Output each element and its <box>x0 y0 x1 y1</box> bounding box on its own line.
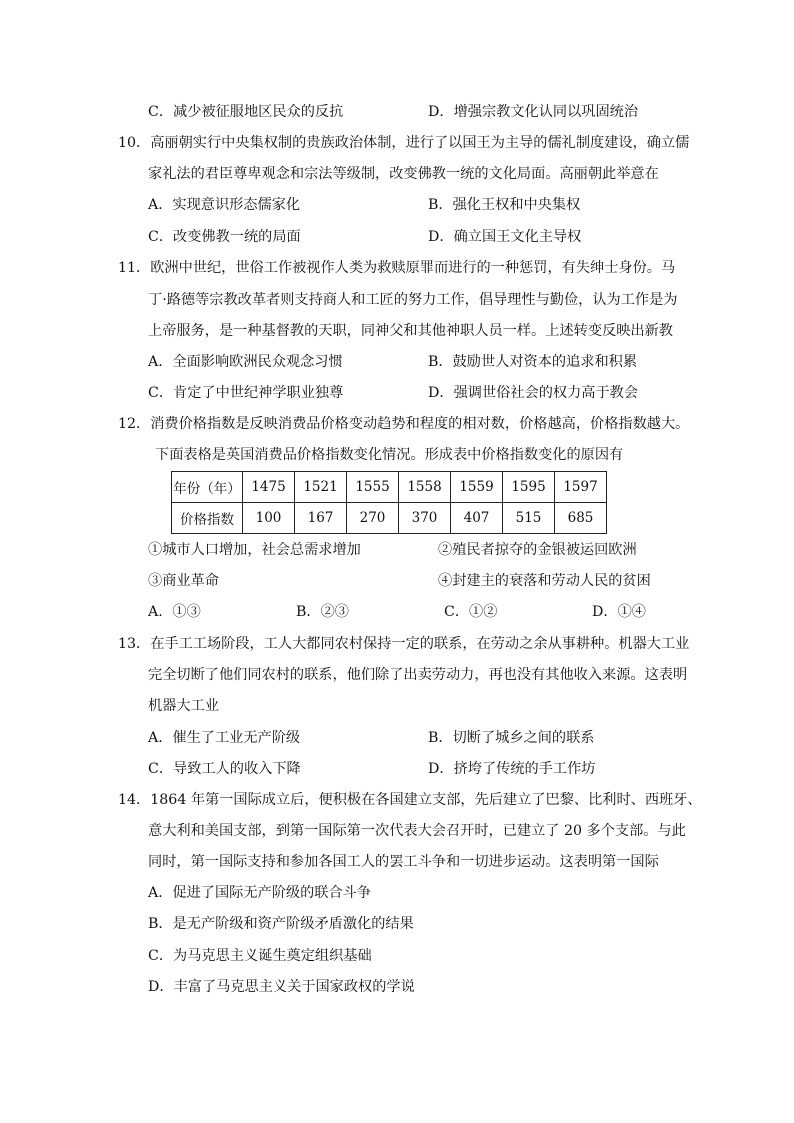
q10-stem-line-2: 家礼法的君臣尊卑观念和宗法等级制，改变佛教一统的文化局面。高丽朝此举意在 <box>148 166 659 182</box>
q11-option-b: B．鼓励世人对资本的追求和积累 <box>428 354 638 370</box>
q11-option-d: D．强调世俗社会的权力高于教会 <box>428 385 639 401</box>
q12-item-4: ④封建主的衰落和劳动人民的贫困 <box>438 573 651 589</box>
table-cell-index: 370 <box>399 503 451 534</box>
q14-stem-line-3: 同时，第一国际支持和参加各国工人的罢工斗争和一切进步运动。这表明第一国际 <box>148 854 659 870</box>
q14-option-d: D．丰富了马克思主义关于国家政权的学说 <box>148 979 415 995</box>
table-cell-year: 1595 <box>503 472 555 503</box>
table-cell-index: 100 <box>243 503 295 534</box>
q11-stem-line-1: 11．欧洲中世纪，世俗工作被视作人类为救赎原罪而进行的一种惩罚，有失绅士身份。马 <box>118 260 676 276</box>
q13-option-c: C．导致工人的收入下降 <box>148 761 301 777</box>
q11-option-a: A．全面影响欧洲民众观念习惯 <box>148 354 343 370</box>
table-header-year: 年份（年） <box>172 472 243 503</box>
table-cell-index: 270 <box>347 503 399 534</box>
table-cell-year: 1521 <box>295 472 347 503</box>
q14-option-a: A．促进了国际无产阶级的联合斗争 <box>148 885 372 901</box>
q10-option-c: C．改变佛教一统的局面 <box>148 229 301 245</box>
q12-option-d: D．①④ <box>592 604 646 620</box>
q11-stem-line-3: 上帝服务，是一种基督教的天职，同神父和其他神职人员一样。上述转变反映出新教 <box>148 323 673 339</box>
q12-option-a: A．①③ <box>148 604 201 620</box>
table-cell-year: 1475 <box>243 472 295 503</box>
q13-stem-line-3: 机器大工业 <box>148 698 219 714</box>
q10-stem-line-1: 10．高丽朝实行中央集权制的贵族政治体制，进行了以国王为主导的儒礼制度建设，确立儒 <box>118 135 690 151</box>
q11-stem-line-2: 丁·路德等宗教改革者则支持商人和工匠的努力工作，倡导理性与勤俭，认为工作是为 <box>148 292 678 308</box>
q12-item-3: ③商业革命 <box>148 573 219 589</box>
table-cell-index: 685 <box>555 503 607 534</box>
table-cell-index: 515 <box>503 503 555 534</box>
table-header-price-index: 价格指数 <box>172 503 243 534</box>
table-cell-year: 1555 <box>347 472 399 503</box>
q14-option-b: B．是无产阶级和资产阶级矛盾激化的结果 <box>148 916 414 932</box>
table-row <box>172 503 607 534</box>
table-cell-year: 1559 <box>451 472 503 503</box>
q13-stem-line-1: 13．在手工工场阶段，工人大都同农村保持一定的联系，在劳动之余从事耕种。机器大工业 <box>118 636 690 652</box>
table-cell-index: 167 <box>295 503 347 534</box>
table-cell-year: 1597 <box>555 472 607 503</box>
price-index-table <box>171 471 607 534</box>
q12-item-1: ①城市人口增加，社会总需求增加 <box>148 542 361 558</box>
q12-item-2: ②殖民者掠夺的金银被运回欧洲 <box>438 542 637 558</box>
q14-stem-line-2: 意大利和美国支部，到第一国际第一次代表大会召开时，已建立了 20 多个支部。与此 <box>148 823 686 839</box>
q11-option-c: C．肯定了中世纪神学职业独尊 <box>148 385 344 401</box>
q9-option-d: D．增强宗教文化认同以巩固统治 <box>428 104 639 120</box>
q14-stem-line-1: 14．1864 年第一国际成立后，便积极在各国建立支部，先后建立了巴黎、比利时、西班牙、 <box>118 792 702 808</box>
q12-option-b: B．②③ <box>296 604 349 620</box>
q14-option-c: C．为马克思主义诞生奠定组织基础 <box>148 948 372 964</box>
q13-option-b: B．切断了城乡之间的联系 <box>428 730 595 746</box>
table-cell-year: 1558 <box>399 472 451 503</box>
q9-option-c: C．减少被征服地区民众的反抗 <box>148 104 344 120</box>
table-cell-index: 407 <box>451 503 503 534</box>
q10-option-b: B．强化王权和中央集权 <box>428 197 581 213</box>
q13-option-d: D．挤垮了传统的手工作坊 <box>428 761 596 777</box>
q10-option-a: A．实现意识形态儒家化 <box>148 197 301 213</box>
q13-stem-line-2: 完全切断了他们同农村的联系，他们除了出卖劳动力，再也没有其他收入来源。这表明 <box>148 667 688 683</box>
q12-stem-line-2: 下面表格是英国消费品价格指数变化情况。形成表中价格指数变化的原因有 <box>155 447 624 463</box>
q12-option-c: C．①② <box>444 604 498 620</box>
table-row <box>172 472 607 503</box>
q10-option-d: D．确立国王文化主导权 <box>428 229 582 245</box>
q12-stem-line-1: 12．消费价格指数是反映消费品价格变动趋势和程度的相对数，价格越高，价格指数越大。 <box>118 416 690 432</box>
q13-option-a: A．催生了工业无产阶级 <box>148 730 301 746</box>
